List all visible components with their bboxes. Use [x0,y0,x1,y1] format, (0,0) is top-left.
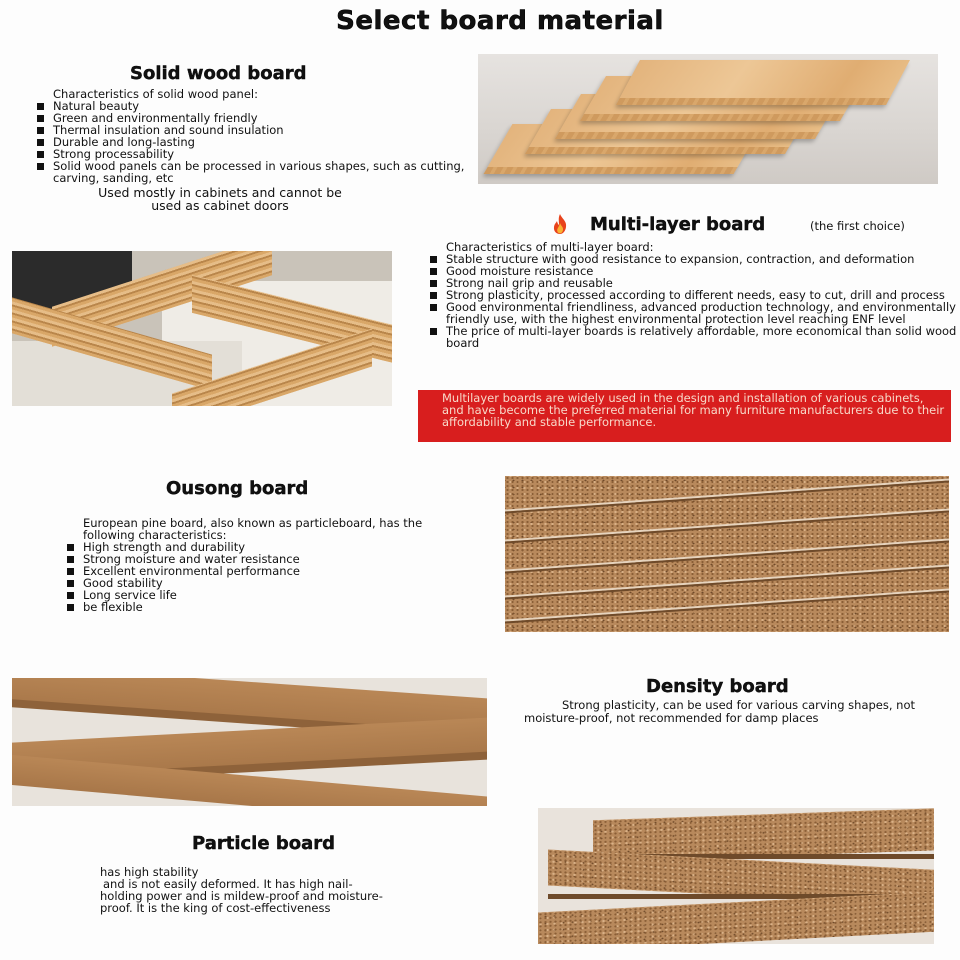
multilayer-highlight-text: Multilayer boards are widely used in the design and installation of various cabinets, and have become the preferred material for many furniture manufacturers due to their affordability and stable performance. [442,391,945,429]
list-item: Excellent environmental performance [65,565,475,577]
solid-wood-note [40,186,400,212]
particle-board-description [100,866,390,914]
solid-wood-note-line: Used mostly in cabinets and cannot be [98,185,342,200]
first-choice-tag: (the first choice) [810,219,905,233]
density-board-photo [12,678,487,806]
list-item: Thermal insulation and sound insulation [35,124,465,136]
density-board-heading: Density board [646,676,789,697]
list-item: Good stability [65,577,475,589]
particle-board-line: has high stability [100,865,199,879]
multilayer-heading: Multi-layer board [590,214,766,235]
list-item: The price of multi-layer boards is relatively affordable, more economical than solid wood board [428,325,958,349]
list-item: Strong processability [35,148,465,160]
solid-wood-characteristics [35,88,465,184]
multilayer-characteristics [428,241,958,349]
list-item: Strong moisture and water resistance [65,553,475,565]
list-item: Green and environmentally friendly [35,112,465,124]
multilayer-highlight-box [418,390,951,442]
list-item: Strong nail grip and reusable [428,277,958,289]
particle-board-text: and is not easily deformed. It has high nail-holding power and is mildew-proof and moisture-proof. It is the king of cost-effectiveness [100,877,383,915]
list-item: Solid wood panels can be processed in various shapes, such as cutting, carving, sanding, etc [35,160,465,184]
density-board-text: Strong plasticity, can be used for various carving shapes, not moisture-proof, not recommended for damp places [524,698,915,725]
list-item: Stable structure with good resistance to expansion, contraction, and deformation [428,253,958,265]
list-item: Good moisture resistance [428,265,958,277]
fire-icon [549,213,571,235]
solid-wood-heading: Solid wood board [130,63,307,84]
multilayer-photo [12,251,392,406]
solid-wood-intro: Characteristics of solid wood panel: [53,87,258,101]
list-item: be flexible [65,601,475,613]
solid-wood-bullet-list [35,100,465,184]
list-item: Natural beauty [35,100,465,112]
list-item: Good environmental friendliness, advanced production technology, and environmentally friendly use, with the highest environmental protection level reaching ENF level [428,301,958,325]
ousong-intro: European pine board, also known as particleboard, has the following characteristics: [83,516,423,542]
ousong-heading: Ousong board [166,478,309,499]
multilayer-bullet-list [428,253,958,349]
ousong-bullet-list [65,541,475,613]
list-item: Strong plasticity, processed according to different needs, easy to cut, drill and process [428,289,958,301]
ousong-photo [505,476,949,632]
list-item: Durable and long-lasting [35,136,465,148]
solid-wood-note-line: used as cabinet doors [151,198,289,213]
particle-board-photo [538,808,934,944]
list-item: High strength and durability [65,541,475,553]
list-item: Long service life [65,589,475,601]
ousong-characteristics [65,517,475,613]
solid-wood-photo [478,54,938,184]
particle-board-heading: Particle board [192,833,335,854]
page-title: Select board material [336,6,664,36]
multilayer-intro: Characteristics of multi-layer board: [446,240,654,254]
